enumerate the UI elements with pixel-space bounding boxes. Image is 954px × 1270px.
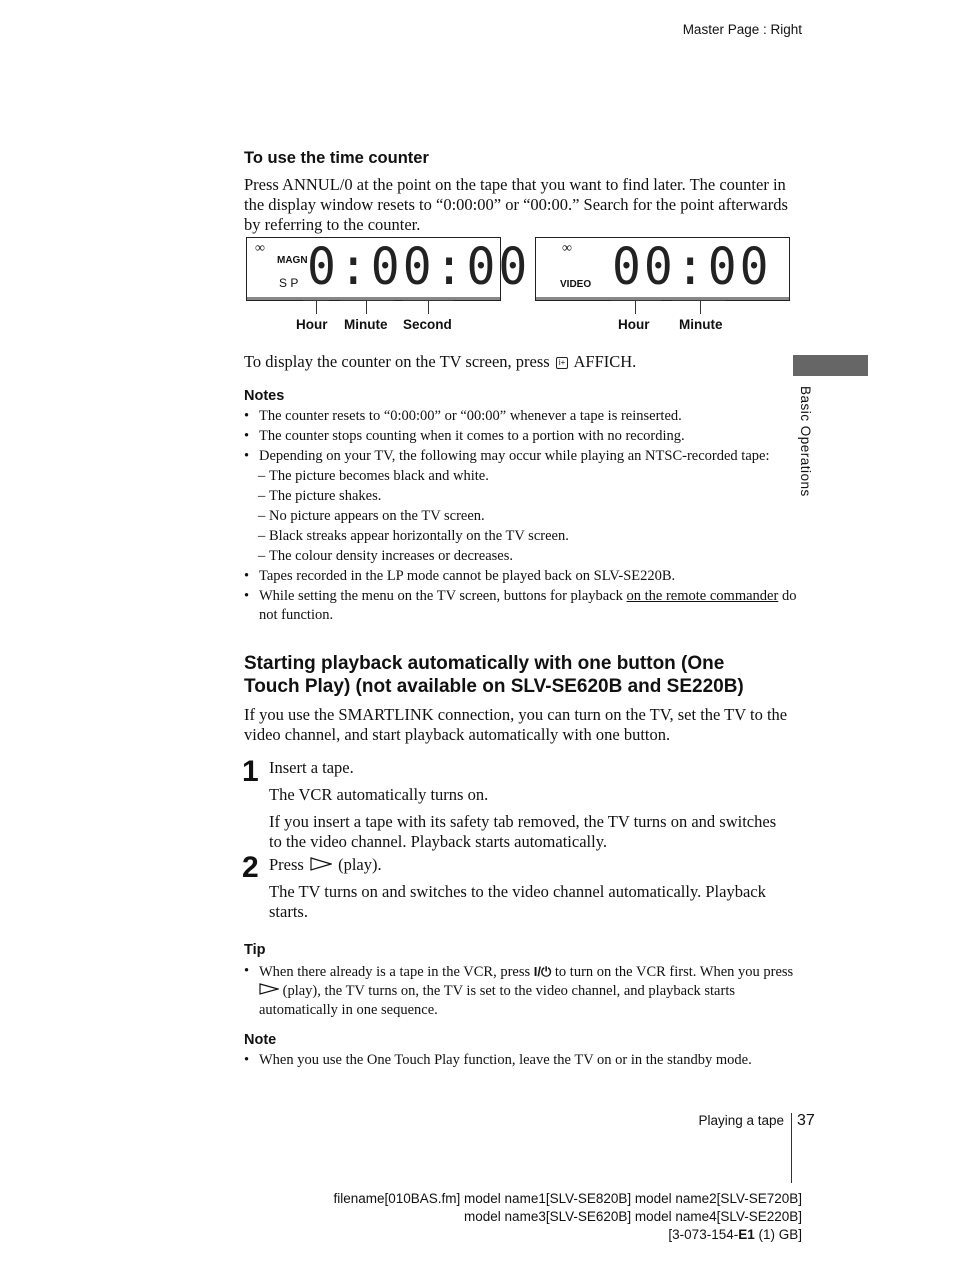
sub-list-item: – Black streaks appear horizontally on the TV screen. — [258, 528, 569, 544]
time-counter-intro: Press ANNUL/0 at the point on the tape that you want to find later. The counter in the display window resets to “0:00:00” or “00:00.” Search for the point afterwards by referring to the counter. — [244, 175, 788, 234]
step-number-1: 1 — [242, 755, 259, 788]
page-number: 37 — [797, 1112, 815, 1129]
tv-display-prefix: To display the counter on the TV screen, press — [244, 352, 550, 371]
remote-commander-link[interactable]: on the remote commander — [626, 588, 779, 604]
label-hour-1: Hour — [296, 317, 328, 332]
list-item: • When you use the One Touch Play function, leave the TV on or in the standby mode. — [244, 1052, 752, 1068]
tv-display-instruction — [244, 352, 636, 372]
sp-label: S P — [279, 276, 299, 290]
label-hour-2: Hour — [618, 317, 650, 332]
label-minute-2: Minute — [679, 317, 723, 332]
sub-list-item: – The picture shakes. — [258, 488, 382, 504]
step-1-line-1: Insert a tape. — [269, 758, 354, 777]
video-label: VIDEO — [560, 279, 592, 290]
side-tab-marker — [793, 355, 868, 376]
play-icon — [310, 857, 332, 871]
tip-heading: Tip — [244, 942, 266, 958]
step-number-2: 2 — [242, 851, 259, 884]
display-window-2 — [535, 237, 790, 301]
display-window-1 — [246, 237, 531, 301]
tv-display-suffix: AFFICH. — [573, 352, 637, 371]
list-item: • When there already is a tape in the VCR, press I/⏻ to turn on the VCR first. When you press (play), the TV turns on, the TV is set to the video channel, and playback starts automatically in one sequence. — [244, 963, 794, 1018]
notes-heading: Notes — [244, 388, 285, 404]
notes-list — [244, 407, 804, 625]
magn-label: MAGN — [277, 255, 308, 266]
label-second-1: Second — [403, 317, 452, 332]
note-heading: Note — [244, 1032, 277, 1048]
sub-list-item: – The colour density increases or decreases. — [258, 548, 513, 564]
one-touch-intro: If you use the SMARTLINK connection, you can turn on the TV, set the TV to the video channel, and start playback automatically with one button. — [244, 705, 788, 744]
list-item: • Depending on your TV, the following may occur while playing an NTSC-recorded tape: — [244, 448, 770, 464]
footer-file-line-3: [3-073-154-E1 (1) GB] — [668, 1227, 802, 1242]
footer-file-line-2: model name3[SLV-SE620B] model name4[SLV-SE220B] — [464, 1209, 802, 1224]
side-tab-label: Basic Operations — [798, 386, 813, 497]
play-icon — [259, 983, 279, 995]
tape-icon: ∞ — [562, 241, 572, 256]
sub-list-item: – The picture becomes black and white. — [258, 468, 489, 484]
info-button-icon: i+ — [556, 357, 568, 369]
step-1-line-2: The VCR automatically turns on. — [269, 785, 489, 804]
footer-file-line-1: filename[010BAS.fm] model name1[SLV-SE820B] model name2[SLV-SE720B] — [333, 1191, 802, 1206]
list-item: • The counter resets to “0:00:00” or “00:00” whenever a tape is reinserted. — [244, 408, 682, 424]
step-1-line-3: If you insert a tape with its safety tab removed, the TV turns on and switches to the video channel. Playback starts automatically. — [269, 812, 777, 851]
list-item: • The counter stops counting when it comes to a portion with no recording. — [244, 428, 685, 444]
counter-digits-1: 0:00:00 — [307, 237, 531, 297]
section-heading-time-counter: To use the time counter — [244, 149, 429, 167]
power-icon: I/⏻ — [533, 964, 552, 979]
step-2-press: Press (play). — [269, 855, 382, 874]
note-list — [244, 1051, 804, 1070]
master-page-label: Master Page : Right — [682, 22, 802, 37]
tape-icon: ∞ — [255, 241, 265, 256]
step-2-line-1: The TV turns on and switches to the video channel automatically. Playback starts. — [269, 882, 766, 921]
tip-list — [244, 962, 804, 1020]
list-item: • Tapes recorded in the LP mode cannot be played back on SLV-SE220B. — [244, 568, 676, 584]
section-heading-one-touch-play: Starting playback automatically with one button (One Touch Play) (not available on SLV-SE620B and SE220B) — [244, 653, 744, 697]
page-divider — [791, 1113, 792, 1183]
sub-list-item: – No picture appears on the TV screen. — [258, 508, 485, 524]
counter-digits-2: 00:00 — [612, 237, 772, 297]
footer-section-title: Playing a tape — [698, 1113, 784, 1128]
label-minute-1: Minute — [344, 317, 388, 332]
list-item: • While setting the menu on the TV screen, buttons for playback on the remote commander do not function. — [244, 588, 797, 623]
